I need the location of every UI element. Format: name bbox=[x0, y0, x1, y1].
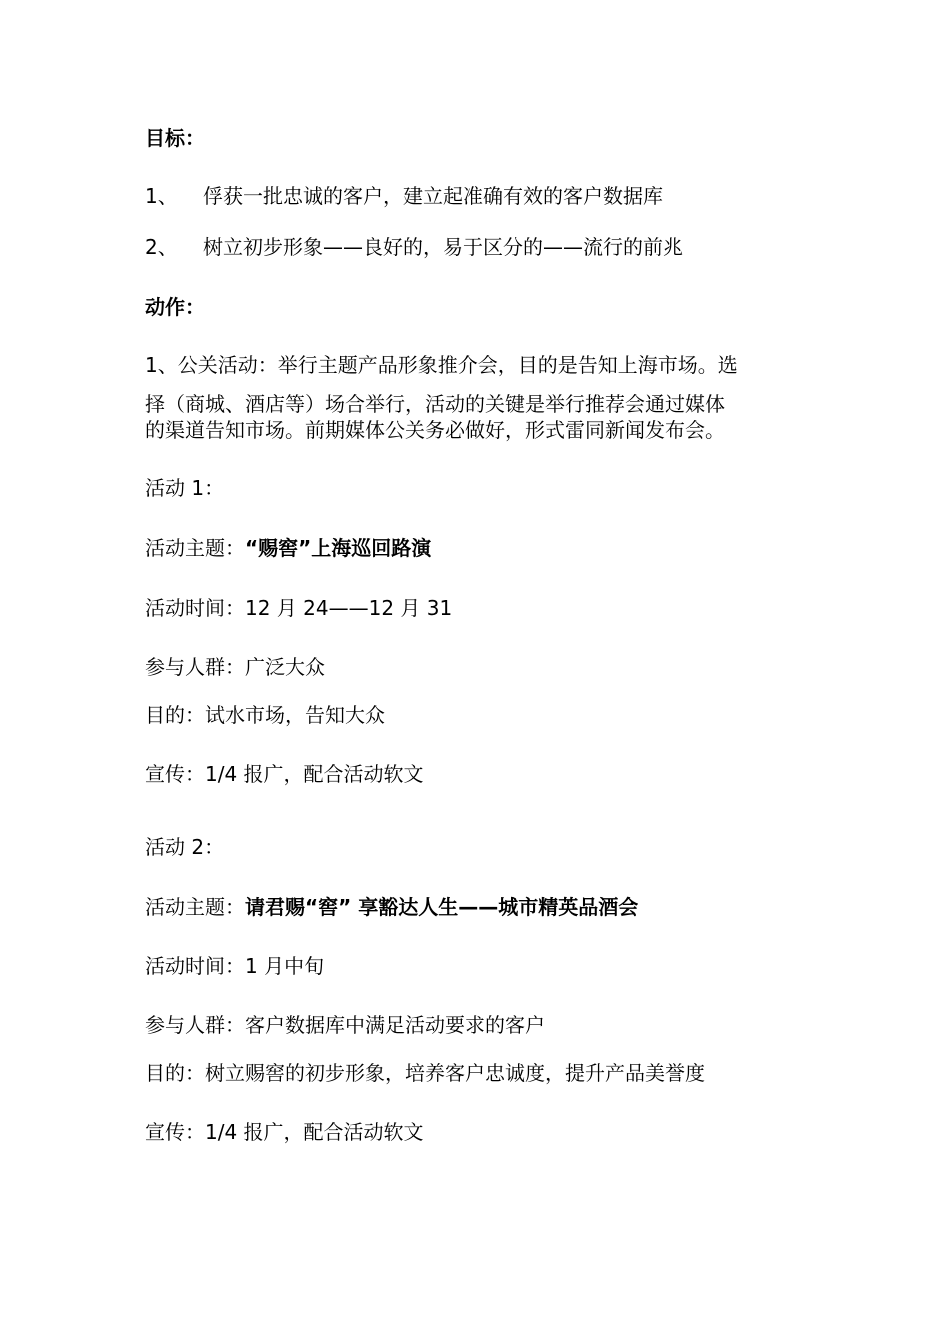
activity2-purpose: 目的：树立赐窖的初步形象，培养客户忠诚度，提升产品美誉度 bbox=[145, 1061, 705, 1085]
goal-item-1-number: 1、 bbox=[145, 184, 178, 208]
activity2-theme-label: 活动主题： bbox=[145, 895, 245, 919]
activity1-theme-value: “赐窖”上海巡回路演 bbox=[245, 536, 432, 560]
activity1-theme bbox=[145, 536, 431, 560]
goal-item-2 bbox=[145, 235, 683, 259]
activity2-audience: 参与人群：客户数据库中满足活动要求的客户 bbox=[145, 1013, 545, 1037]
activity1-audience: 参与人群：广泛大众 bbox=[145, 655, 325, 679]
goal-item-1 bbox=[145, 184, 663, 208]
actions-paragraph-line-3: 的渠道告知市场。前期媒体公关务必做好，形式雷同新闻发布会。 bbox=[145, 418, 725, 442]
goal-item-1-text: 俘获一批忠诚的客户，建立起准确有效的客户数据库 bbox=[203, 184, 663, 208]
actions-paragraph-line-1: 1、公关活动：举行主题产品形象推介会，目的是告知上海市场。选 bbox=[145, 353, 738, 377]
activity2-time: 活动时间：1 月中旬 bbox=[145, 954, 325, 978]
activity1-purpose: 目的：试水市场，告知大众 bbox=[145, 703, 385, 727]
actions-heading: 动作： bbox=[145, 295, 205, 319]
goal-item-2-text: 树立初步形象——良好的，易于区分的——流行的前兆 bbox=[203, 235, 683, 259]
activity1-promo: 宣传：1/4 报广，配合活动软文 bbox=[145, 762, 424, 786]
activity2-promo: 宣传：1/4 报广，配合活动软文 bbox=[145, 1120, 424, 1144]
activity2-title: 活动 2： bbox=[145, 835, 225, 859]
activity1-theme-label: 活动主题： bbox=[145, 536, 245, 560]
activity2-theme-value: 请君赐“窖” 享豁达人生——城市精英品酒会 bbox=[245, 895, 639, 919]
activity1-time: 活动时间：12 月 24——12 月 31 bbox=[145, 596, 453, 620]
goal-item-2-number: 2、 bbox=[145, 235, 178, 259]
activity2-theme bbox=[145, 895, 638, 919]
goals-heading: 目标： bbox=[145, 126, 205, 150]
activity1-title: 活动 1： bbox=[145, 476, 225, 500]
actions-paragraph-line-2: 择（商城、酒店等）场合举行，活动的关键是举行推荐会通过媒体 bbox=[145, 392, 725, 416]
